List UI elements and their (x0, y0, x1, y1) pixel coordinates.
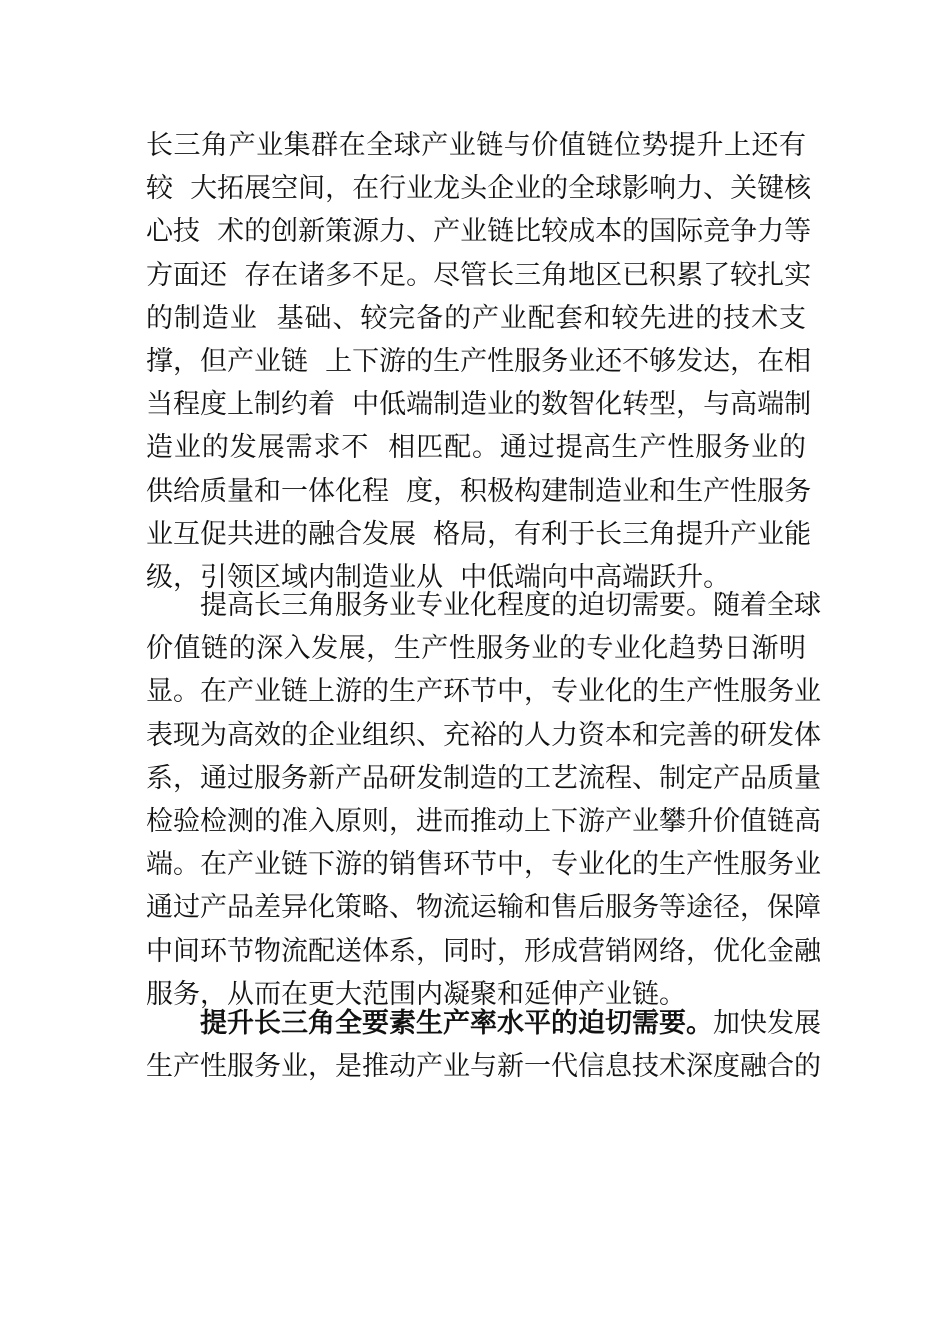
text-run: 加快发展 (713, 1008, 821, 1039)
text-line: 心技 术的创新策源力、产业链比较成本的国际竞争力等 (146, 216, 812, 248)
text-line: 长三角产业集群在全球产业链与价值链位势提升上还有 (146, 130, 806, 161)
paragraph-first-line (146, 584, 821, 627)
paragraph-lead-heading: 提高长三角服务业专业化程度的迫切需要。 (200, 590, 713, 621)
paragraph-1 (146, 124, 812, 599)
text-line: 撑，但产业链 上下游的生产性服务业还不够发达，在相 (146, 345, 812, 377)
text-line: 端。在产业链下游的销售环节中，专业化的生产性服务业 (146, 849, 821, 881)
text-line: 服务，从而在更大范围内凝聚和延伸产业链。 (146, 978, 686, 1010)
text-line: 业互促共进的融合发展 格局，有利于长三角提升产业能 (146, 518, 812, 550)
text-line: 表现为高效的企业组织、充裕的人力资本和完善的研发体 (146, 719, 821, 751)
paragraph-2 (146, 584, 821, 1016)
paragraph-first-line (146, 1002, 821, 1045)
paragraph-3 (146, 1002, 821, 1088)
text-line: 供给质量和一体化程 度，积极构建制造业和生产性服务 (146, 475, 812, 507)
text-line: 中间环节物流配送体系，同时，形成营销网络，优化金融 (146, 935, 821, 967)
paragraph-lead-heading: 提升长三角全要素生产率水平的迫切需要。 (200, 1008, 713, 1039)
text-line: 价值链的深入发展，生产性服务业的专业化趋势日渐明 (146, 633, 806, 665)
text-line: 方面还 存在诸多不足。尽管长三角地区已积累了较扎实 (146, 259, 812, 291)
text-line: 较 大拓展空间，在行业龙头企业的全球影响力、关键核 (146, 173, 812, 205)
text-line: 造业的发展需求不 相匹配。通过提高生产性服务业的 (146, 432, 806, 464)
text-line: 级，引领区域内制造业从 中低端向中高端跃升。 (146, 561, 731, 593)
text-line: 通过产品差异化策略、物流运输和售后服务等途径，保障 (146, 892, 821, 924)
text-line: 系，通过服务新产品研发制造的工艺流程、制定产品质量 (146, 762, 821, 794)
text-line: 检验检测的准入原则，进而推动上下游产业攀升价值链高 (146, 805, 821, 837)
text-line: 的制造业 基础、较完备的产业配套和较先进的技术支 (146, 302, 806, 334)
text-run: 随着全球 (713, 590, 821, 621)
text-line: 生产性服务业，是推动产业与新一代信息技术深度融合的 (146, 1051, 821, 1083)
text-line: 显。在产业链上游的生产环节中，专业化的生产性服务业 (146, 676, 821, 708)
text-line: 当程度上制约着 中低端制造业的数智化转型，与高端制 (146, 389, 812, 421)
